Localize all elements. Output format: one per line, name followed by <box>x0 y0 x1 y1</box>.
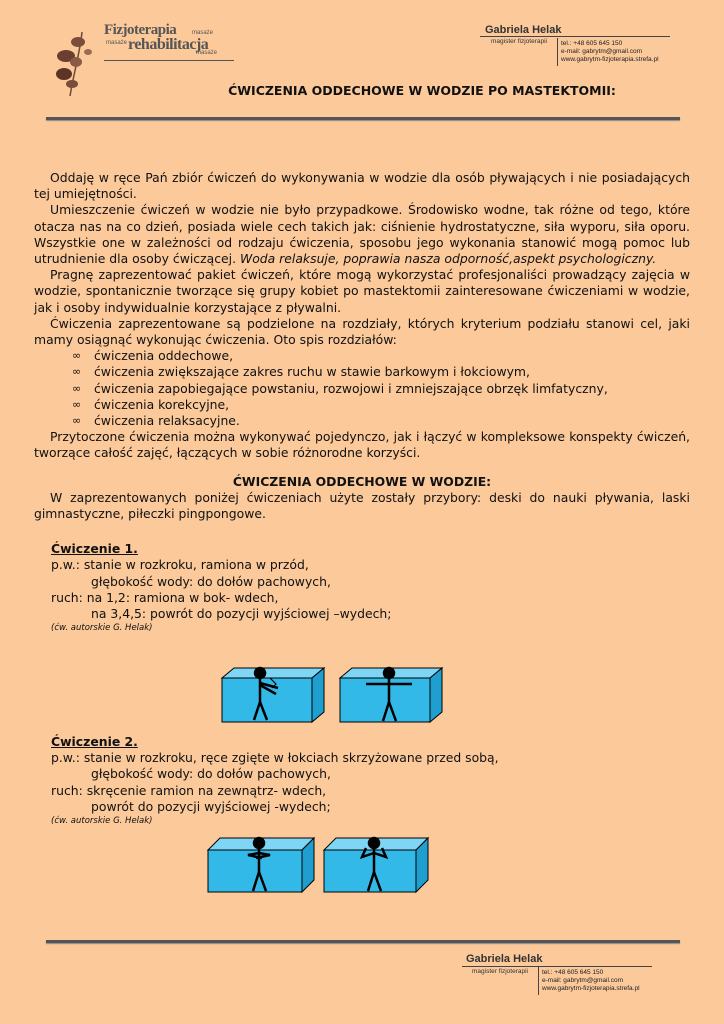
logo-subtitle: rehabilitacja <box>128 36 209 53</box>
intro-paragraph-2 <box>34 202 690 267</box>
card-divider <box>557 38 558 66</box>
footer-card-subtitle: magister fizjoterapii <box>472 968 528 975</box>
exercise-1-credit: (ćw. autorskie G. Helak) <box>51 623 153 634</box>
card-www: www.gabrytm-fizjoterapia.strefa.pl <box>561 56 659 63</box>
intro-paragraph-3: Pragnę zaprezentować pakiet ćwiczeń, które mogą wykorzystać profesjonaliści prowadzący zajęcia w wodzie, spontanicznie tworzące się grupy kobiet po mastektomii zainteresowane ćwiczeniami w wodzie, jak i osoby indywidualnie korzystające z pływalni. <box>34 267 690 315</box>
card-name: Gabriela Helak <box>485 24 562 36</box>
exercise-1-illustration <box>218 664 448 726</box>
footer-card-name: Gabriela Helak <box>466 953 543 965</box>
infinity-bullet-icon: ∞ <box>72 414 82 428</box>
card-rule-top <box>480 36 670 37</box>
infinity-bullet-icon: ∞ <box>72 349 82 363</box>
chapter-list <box>34 348 690 429</box>
card-subtitle: magister fizjoterapii <box>491 38 547 45</box>
document-body <box>34 170 690 634</box>
exercise-2-illustration <box>204 834 440 896</box>
logo-title: Fizjoterapia <box>104 22 177 38</box>
exercise-1-depth: głębokość wody: do dołów pachowych, <box>91 573 331 589</box>
list-item <box>72 397 690 413</box>
footer-card-rule <box>462 966 652 967</box>
logo-tag-3: masaże <box>196 50 218 56</box>
logo-tag-1: masaże <box>192 30 214 36</box>
footer-card-tel: tel.: +48 605 645 150 <box>542 969 604 976</box>
infinity-bullet-icon: ∞ <box>72 381 82 395</box>
exercise-2-block <box>34 734 690 827</box>
intro-paragraph-2-text: Umieszczenie ćwiczeń w wodzie nie było przypadkowe. Środowisko wodne, tak różne od tego, które otacza nas na co dzień, posiada wiele cech takich jak: ciśnienie hydrostatyczne, siła wyporu, siła oporu. Wszystkie one w zależności od rodzaju ćwiczenia, sposobu jego wykonania stanowić mogą pomoc lub utrudnienie dla osoby ćwiczącej. <box>34 202 690 267</box>
exercise-2-pw: p.w.: stanie w rozkroku, ręce zgięte w łokciach skrzyżowane przed sobą, <box>51 750 499 766</box>
footer-rule <box>46 940 680 943</box>
exercise-2-credit: (ćw. autorskie G. Helak) <box>51 816 153 827</box>
exercise-2-depth: głębokość wody: do dołów pachowych, <box>91 766 331 782</box>
infinity-bullet-icon: ∞ <box>72 365 82 379</box>
list-item <box>72 413 690 429</box>
header-rule <box>46 117 680 120</box>
list-item <box>72 348 690 364</box>
exercise-1-ruch-2: na 3,4,5: powrót do pozycji wyjściowej –wydech; <box>91 606 392 622</box>
footer-card-www: www.gabrytm-fizjoterapia.strefa.pl <box>542 985 640 992</box>
page-title: ĆWICZENIA ODDECHOWE W WODZIE PO MASTEKTOMII: <box>228 83 616 98</box>
footer-card-info <box>542 969 640 993</box>
card-info <box>561 40 659 64</box>
footer-card-email: e-mail: gabrytm@gmail.com <box>542 977 624 984</box>
exercise-1 <box>34 541 690 634</box>
list-item <box>72 381 690 397</box>
exercise-1-pw: p.w.: stanie w rozkroku, ramiona w przód, <box>51 557 309 573</box>
exercise-1-ruch: ruch: na 1,2: ramiona w bok- wdech, <box>51 589 279 605</box>
list-item-text: ćwiczenia oddechowe, <box>94 348 234 364</box>
intro-paragraph-2-italic: Woda relaksuje, poprawia nasza odporność,aspekt psychologiczny. <box>239 251 657 267</box>
section-text: W zaprezentowanych poniżej ćwiczeniach użyte zostały przybory: deski do nauki pływania, laski gimnastyczne, piłeczki pingpongowe. <box>34 489 690 522</box>
section-heading: ĆWICZENIA ODDECHOWE W WODZIE: <box>232 473 492 489</box>
card-tel: tel.: +48 605 645 150 <box>561 40 623 47</box>
exercise-2-ruch-2: powrót do pozycji wyjściowej -wydech; <box>91 798 331 814</box>
infinity-bullet-icon: ∞ <box>72 397 82 411</box>
list-item-text: ćwiczenia zapobiegające powstaniu, rozwojowi i zmniejszające obrzęk limfatyczny, <box>94 380 608 396</box>
pool-1-icon <box>222 668 324 722</box>
list-item-text: ćwiczenia relaksacyjne. <box>94 413 240 429</box>
intro-paragraph-5: Przytoczone ćwiczenia można wykonywać pojedynczo, jak i łączyć w kompleksowe konspekty ćwiczeń, tworzące całość zajęć, łączących w sobie różnorodne korzyści. <box>34 429 690 461</box>
exercise-2-ruch: ruch: skręcenie ramion na zewnątrz- wdech, <box>51 782 327 798</box>
exercise-2 <box>34 734 690 827</box>
list-item <box>72 364 690 380</box>
logo-tag-2: masaże <box>106 40 128 46</box>
exercise-1-title: Ćwiczenie 1. <box>51 541 138 557</box>
list-item-text: ćwiczenia zwiększające zakres ruchu w stawie barkowym i łokciowym, <box>94 364 530 380</box>
logo-underline <box>104 60 234 61</box>
exercise-2-title: Ćwiczenie 2. <box>51 734 138 749</box>
intro-paragraph-1: Oddaję w ręce Pań zbiór ćwiczeń do wykonywania w wodzie dla osób pływających i nie posiadających tej umiejętności. <box>34 170 690 202</box>
card-email: e-mail: gabrytm@gmail.com <box>561 48 643 55</box>
footer-card-divider <box>538 967 539 995</box>
list-item-text: ćwiczenia korekcyjne, <box>94 396 230 412</box>
intro-paragraph-4: Ćwiczenia zaprezentowane są podzielone na rozdziały, których kryterium podziału stanowi cel, jaki mamy osiągnąć wykonując ćwiczenia. Oto spis rozdziałów: <box>34 315 690 348</box>
